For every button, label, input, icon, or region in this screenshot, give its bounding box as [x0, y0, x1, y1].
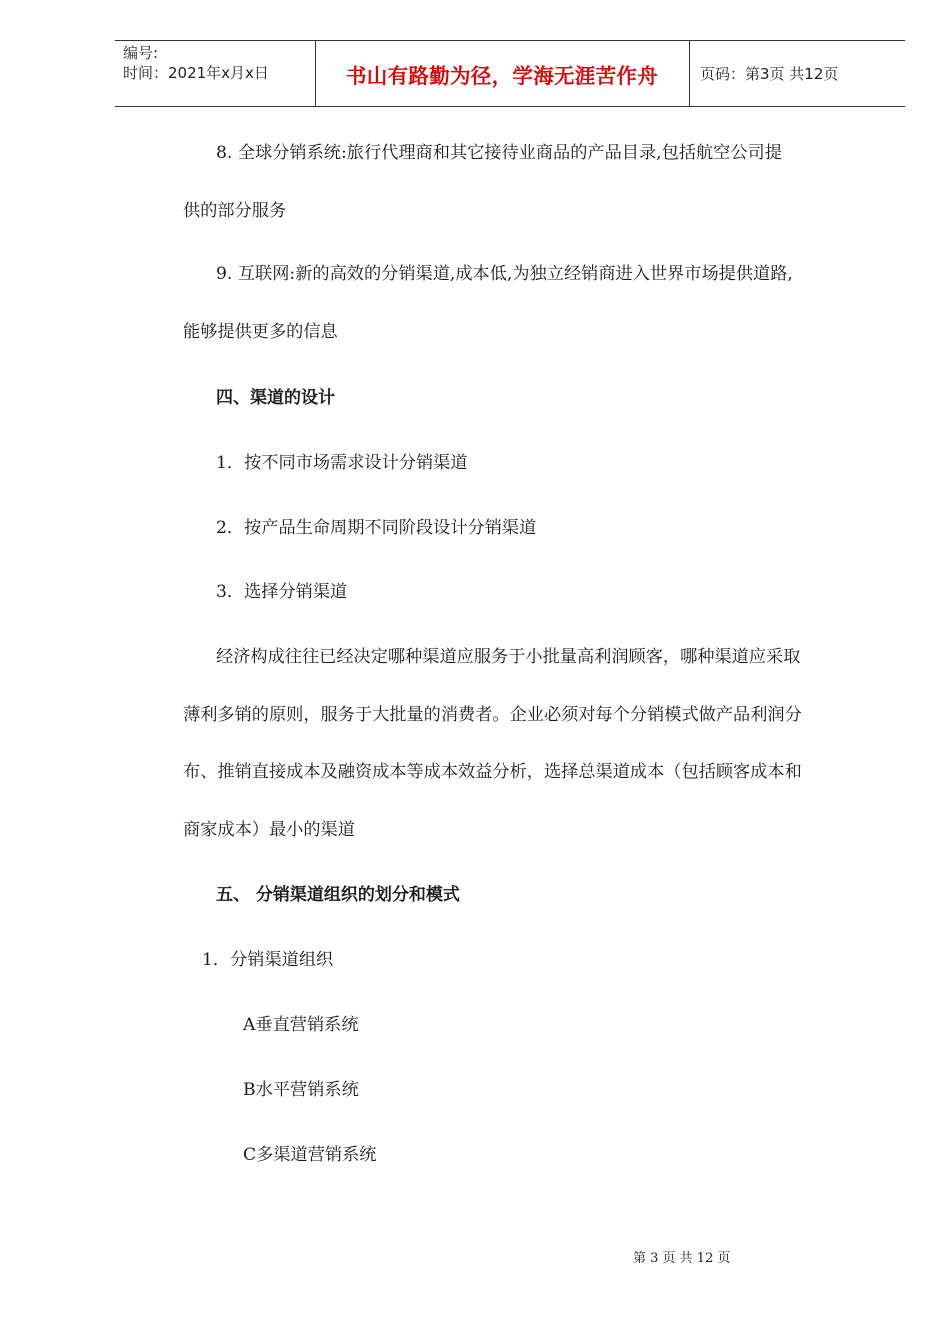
time-label: 时间：2021年x月x日 — [123, 64, 269, 82]
sub-list-item: A垂直营销系统 — [243, 1015, 359, 1035]
header-divider — [689, 41, 690, 106]
number-label: 编号: — [123, 44, 159, 62]
page-footer: 第 3 页 共 12 页 — [633, 1251, 731, 1266]
list-item-8: 8. 全球分销系统:旅行代理商和其它接待业商品的产品目录,包括航空公司提 — [216, 143, 782, 163]
list-item: 1．分销渠道组织 — [202, 950, 334, 970]
header-page-number: 页码：第3页 共12页 — [700, 65, 839, 83]
list-item-9: 9. 互联网:新的高效的分销渠道,成本低,为独立经销商进入世界市场提供道路, — [216, 264, 793, 284]
paragraph-line: 经济构成往往已经决定哪种渠道应服务于小批量高利润顾客，哪种渠道应采取 — [216, 647, 801, 667]
header-motto: 书山有路勤为径，学海无涯苦作舟 — [346, 63, 658, 88]
list-item: 2．按产品生命周期不同阶段设计分销渠道 — [216, 518, 537, 538]
sub-list-item: C多渠道营销系统 — [243, 1145, 377, 1165]
paragraph-line: 薄利多销的原则，服务于大批量的消费者。企业必须对每个分销模式做产品利润分 — [183, 705, 802, 725]
paragraph-line: 布、推销直接成本及融资成本等成本效益分析，选择总渠道成本（包括顾客成本和 — [183, 762, 802, 782]
list-item: 1．按不同市场需求设计分销渠道 — [216, 453, 468, 473]
list-item: 3．选择分销渠道 — [216, 582, 348, 602]
sub-list-item: B水平营销系统 — [243, 1080, 359, 1100]
list-item-8-continued: 供的部分服务 — [183, 201, 287, 221]
section-heading-5: 五、 分销渠道组织的划分和模式 — [216, 885, 460, 905]
header-meta — [123, 43, 269, 83]
section-heading-4: 四、渠道的设计 — [216, 388, 335, 408]
list-item-9-continued: 能够提供更多的信息 — [183, 322, 338, 342]
paragraph-line: 商家成本）最小的渠道 — [183, 820, 355, 840]
page-header — [115, 40, 905, 107]
